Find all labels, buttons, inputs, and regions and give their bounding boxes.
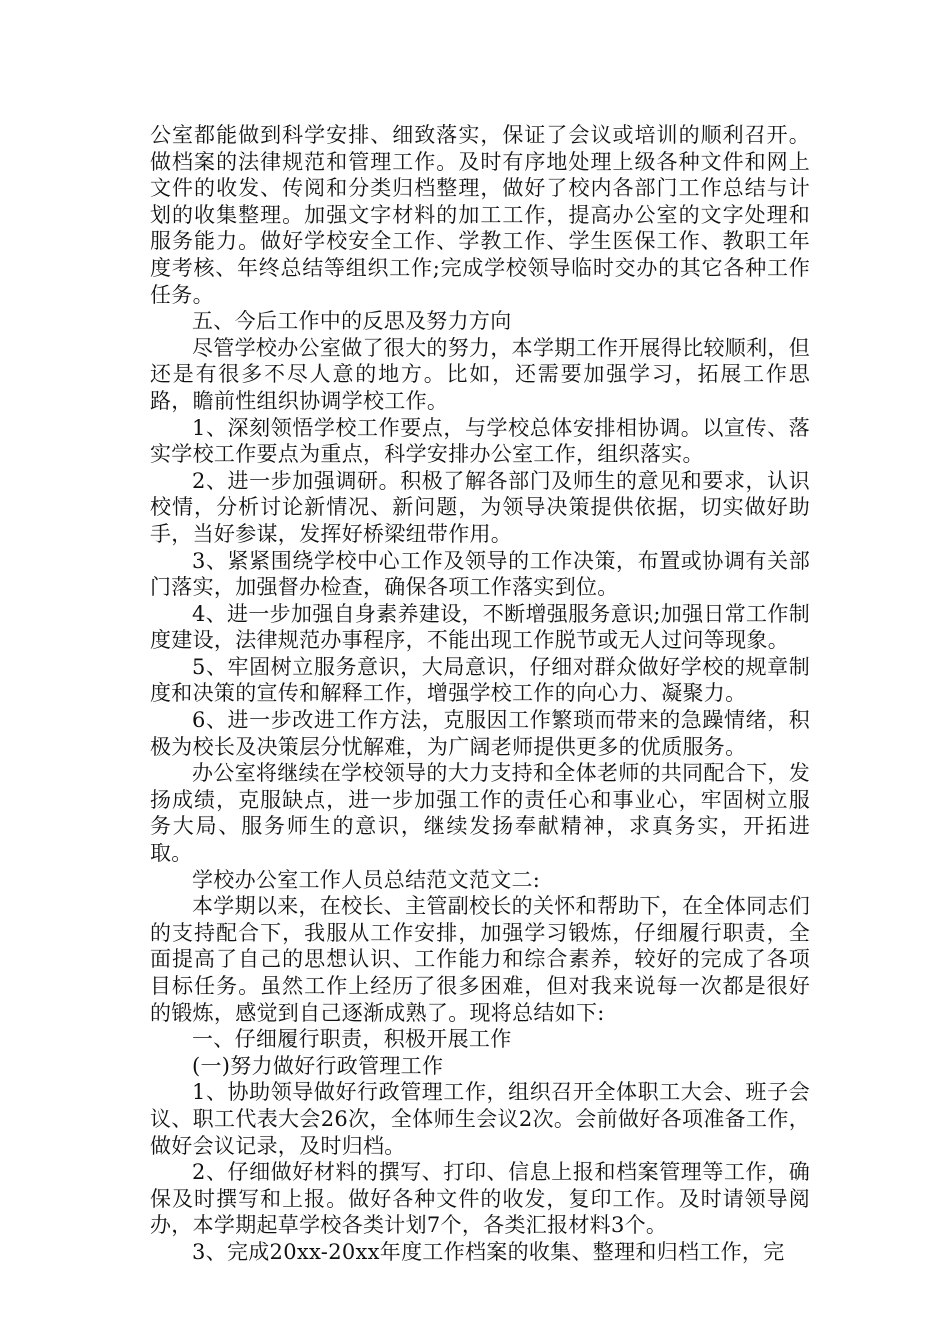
document-body	[150, 122, 810, 1266]
section-heading-reflection: 五、今后工作中的反思及努力方向	[192, 309, 512, 334]
list-item: 3、紧紧围绕学校中心工作及领导的工作决策，布置或协调有关部门落实，加强督办检查，确保各项工作落实到位。	[150, 548, 810, 600]
paragraph: 办公室将继续在学校领导的大力支持和全体老师的共同配合下，发扬成绩，克服缺点，进一步加强工作的责任心和事业心，牢固树立服务大局、服务师生的意识，继续发扬奉献精神，求真务实，开拓进取。	[150, 761, 810, 866]
list-item: 2、仔细做好材料的撰写、打印、信息上报和档案管理等工作，确保及时撰写和上报。做好各种文件的收发，复印工作。及时请领导阅办，本学期起草学校各类计划7个，各类汇报材料3个。	[150, 1160, 810, 1238]
section-title-sample-two: 学校办公室工作人员总结范文范文二:	[192, 867, 541, 892]
list-item: 5、牢固树立服务意识，大局意识，仔细对群众做好学校的规章制度和决策的宣传和解释工作，增强学校工作的向心力、凝聚力。	[150, 654, 810, 706]
list-item: 6、进一步改进工作方法，克服因工作繁琐而带来的急躁情绪，积极为校长及决策层分忧解难，为广阔老师提供更多的优质服务。	[150, 708, 810, 759]
list-item: 3、完成20xx-20xx年度工作档案的收集、整理和归档工作，完	[192, 1239, 785, 1264]
paragraph: 本学期以来，在校长、主管副校长的关怀和帮助下，在全体同志们的支持配合下，我服从工作安排，加强学习锻炼，仔细履行职责，全面提高了自己的思想认识、工作能力和综合素养，较好的完成了各项目标任务。虽然工作上经历了很多困难，但对我来说每一次都是很好的锻炼，感觉到自己逐渐成熟了。现将总结如下:	[150, 894, 810, 1025]
paragraph-continuation: 公室都能做到科学安排、细致落实，保证了会议或培训的顺利召开。做档案的法律规范和管理工作。及时有序地处理上级各种文件和网上文件的收发、传阅和分类归档整理，做好了校内各部门工作总结与计划的收集整理。加强文字材料的加工工作，提高办公室的文字处理和服务能力。做好学校安全工作、学教工作、学生医保工作、教职工年度考核、年终总结等组织工作;完成学校领导临时交办的其它各种工作任务。	[150, 123, 810, 307]
list-item: 2、进一步加强调研。积极了解各部门及师生的意见和要求，认识校情，分析讨论新情况、新问题，为领导决策提供依据，切实做好助手，当好参谋，发挥好桥梁纽带作用。	[150, 468, 810, 546]
section-heading: 一、仔细履行职责，积极开展工作	[192, 1027, 512, 1052]
list-item: 4、进一步加强自身素养建设，不断增强服务意识;加强日常工作制度建设，法律规范办事程序，不能出现工作脱节或无人过问等现象。	[150, 601, 810, 653]
subsection-heading: (一)努力做好行政管理工作	[192, 1053, 444, 1078]
paragraph: 尽管学校办公室做了很大的努力，本学期工作开展得比较顺利，但还是有很多不尽人意的地方。比如，还需要加强学习，拓展工作思路，瞻前性组织协调学校工作。	[150, 335, 810, 413]
list-item: 1、协助领导做好行政管理工作，组织召开全体职工大会、班子会议、职工代表大会26次，全体师生会议2次。会前做好各项准备工作，做好会议记录，及时归档。	[150, 1080, 810, 1158]
list-item: 1、深刻领悟学校工作要点，与学校总体安排相协调。以宣传、落实学校工作要点为重点，科学安排办公室工作，组织落实。	[150, 415, 810, 467]
